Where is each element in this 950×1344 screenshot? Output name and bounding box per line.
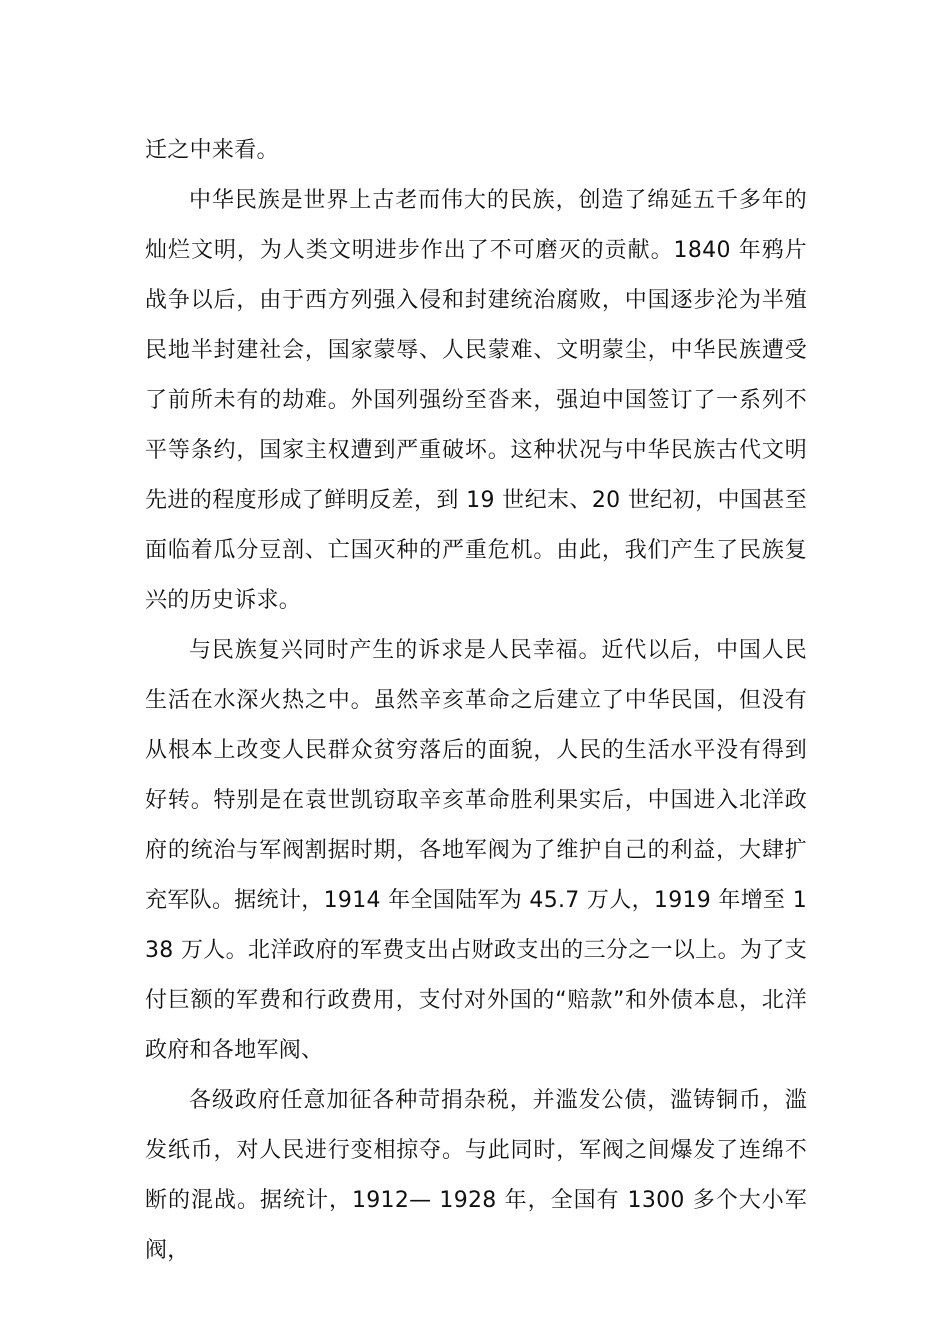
body-text	[145, 126, 807, 1276]
paragraph-continuation: 迁之中来看。	[145, 138, 279, 163]
paragraph-national-rejuvenation: 中华民族是世界上古老而伟大的民族，创造了绵延五千多年的灿烂文明，为人类文明进步作出了不可磨灭的贡献。1840 年鸦片战争以后，由于西方列强入侵和封建统治腐败，中国逐步沦为半殖民地半封建社会，国家蒙辱、人民蒙难、文明蒙尘，中华民族遭受了前所未有的劫难。外国列强纷至沓来，强迫中国签订了一系列不平等条约，国家主权遭到严重破坏。这种状况与中华民族古代文明先进的程度形成了鲜明反差，到 19 世纪末、20 世纪初，中国甚至面临着瓜分豆剖、亡国灭种的严重危机。由此，我们产生了民族复兴的历史诉求。	[145, 188, 807, 613]
paragraph-exploitation: 各级政府任意加征各种苛捐杂税，并滥发公债，滥铸铜币，滥发纸币，对人民进行变相掠夺。与此同时，军阀之间爆发了连绵不断的混战。据统计，1912— 1928 年，全国有 1300 多个大小军阀，	[145, 1088, 807, 1263]
paragraph-people-happiness: 与民族复兴同时产生的诉求是人民幸福。近代以后，中国人民生活在水深火热之中。虽然辛亥革命之后建立了中华民国，但没有从根本上改变人民群众贫穷落后的面貌，人民的生活水平没有得到好转。特别是在袁世凯窃取辛亥革命胜利果实后，中国进入北洋政府的统治与军阀割据时期，各地军阀为了维护自己的利益，大肆扩充军队。据统计，1914 年全国陆军为 45.7 万人，1919 年增至 138 万人。北洋政府的军费支出占财政支出的三分之一以上。为了支付巨额的军费和行政费用，支付对外国的“赔款”和外债本息，北洋政府和各地军阀、	[145, 638, 807, 1063]
